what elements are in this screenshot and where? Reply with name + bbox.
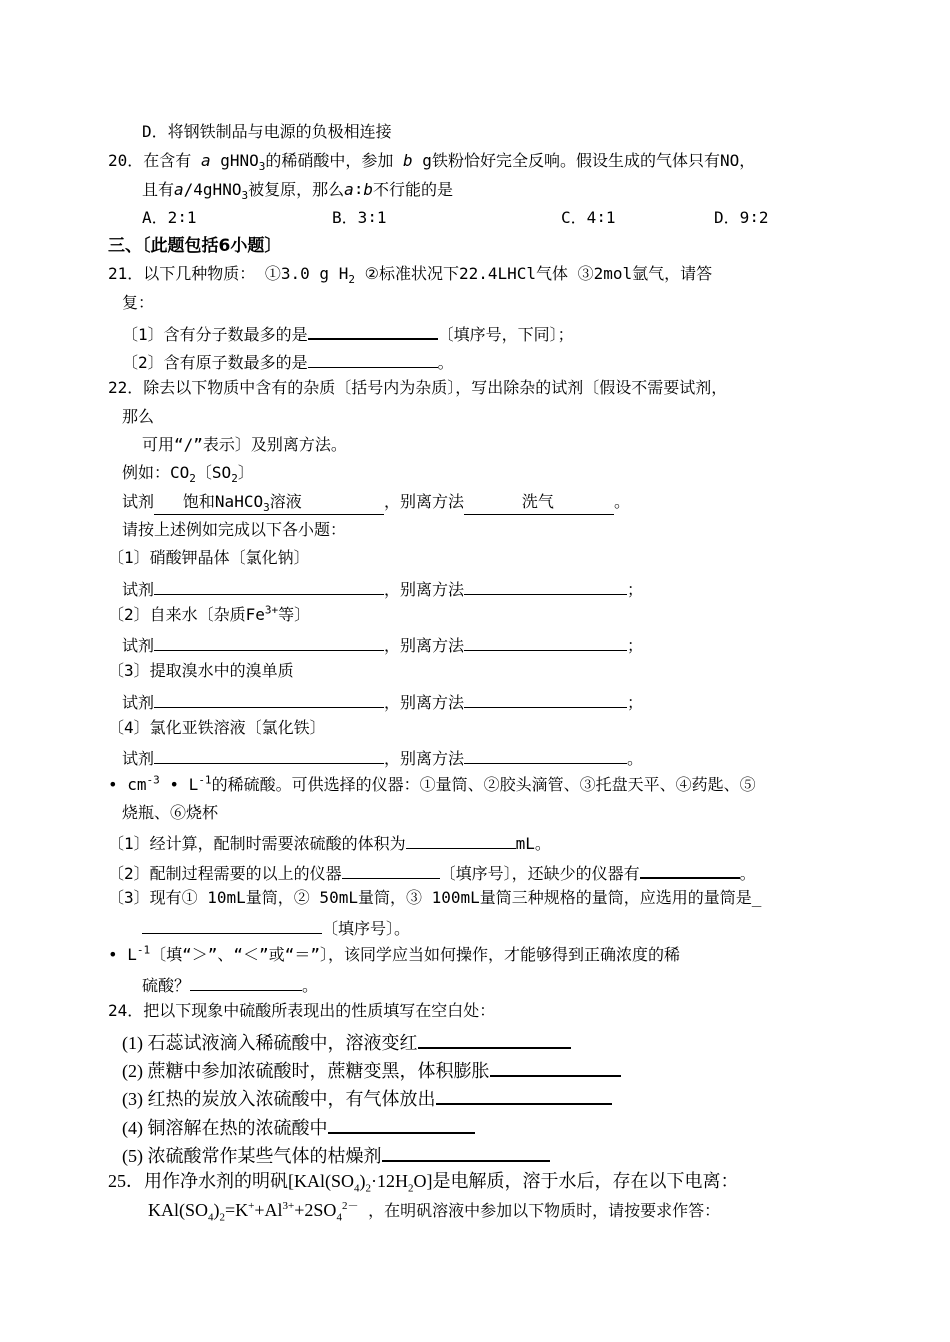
q20-text: 的稀硝酸中，参加 [265, 151, 394, 170]
q25-text: 25．用作净水剂的明矾[KAl(SO [108, 1171, 354, 1191]
q22-item-3-title: 〔3〕提取溴水中的溴单质 [108, 661, 294, 680]
q23-text: 〔1〕经计算，配制时需要浓硫酸的体积为 [108, 834, 406, 853]
q22-item-2-title [108, 604, 310, 626]
reagent-blank[interactable] [154, 745, 384, 764]
question-22-example-answer [122, 491, 630, 515]
question-21-part2 [122, 349, 454, 374]
question-22-line3: 可用“/”表示〕及别离方法。 [142, 435, 347, 454]
var-a: a [174, 180, 184, 199]
period: 。 [614, 492, 631, 511]
subscript: 3 [263, 501, 270, 515]
question-22-instruction: 请按上述例如完成以下各小题： [122, 520, 347, 539]
question-23-part1 [108, 830, 551, 855]
q21-text: 〔填序号，下同〕； [437, 325, 574, 344]
q23-text: 。 [302, 976, 319, 995]
var-a: a [344, 180, 354, 199]
q22-text: 〔SO [195, 463, 232, 482]
q23-text: 〔2〕配制过程需要的以上的仪器 [108, 864, 342, 883]
q21-text: 。 [437, 353, 454, 372]
q22-item-4-title: 〔4〕氯化亚铁溶液〔氯化铁〕 [108, 718, 326, 737]
answer-blank[interactable] [308, 349, 438, 368]
q21-text: 〔2〕含有原子数最多的是 [122, 353, 308, 372]
separation-label: ，别离方法 [384, 749, 465, 768]
subscript: 4 [208, 1211, 214, 1224]
property-blank[interactable] [436, 1085, 612, 1105]
question-23-part4 [108, 944, 680, 966]
reagent-blank[interactable] [154, 689, 384, 708]
subscript: 3 [258, 160, 266, 174]
q23-text: • L [159, 775, 199, 794]
subscript: 2 [365, 1182, 371, 1195]
reagent-blank[interactable] [154, 632, 384, 651]
q25-text: ) [213, 1200, 220, 1220]
superscript: 2－ [341, 1200, 359, 1212]
reagent-label: 试剂 [122, 580, 155, 599]
separation-label: ，别离方法 [384, 492, 465, 511]
q20-option-d: D．9∶2 [714, 208, 769, 227]
q23-text: 〔填序号〕，还缺少的仪器有 [439, 864, 640, 883]
q20-text: 且有 [142, 180, 175, 199]
example-separation [464, 491, 614, 515]
q24-item-5 [122, 1142, 550, 1167]
q20-number: 20． [108, 151, 144, 170]
q23-text: • cm [108, 775, 147, 794]
question-20-line1 [108, 150, 755, 172]
q25-text: ·12H [371, 1171, 408, 1191]
missing-instrument-blank[interactable] [640, 859, 740, 879]
q24-text: (1) 石蕊试液滴入稀硫酸中，溶液变红 [122, 1033, 418, 1053]
q25-text: =K [225, 1200, 249, 1220]
q23-text: 〔填序号〕。 [322, 919, 411, 938]
superscript: -1 [198, 773, 212, 787]
reagent-label: 试剂 [122, 749, 155, 768]
question-25-line2 [148, 1199, 720, 1222]
question-22-line1: 22．除去以下物质中含有的杂质〔括号内为杂质〕，写出除杂的试剂〔假设不需要试剂， [108, 378, 728, 397]
reagent-label: 试剂 [122, 636, 155, 655]
end-mark: ； [627, 636, 644, 655]
reagent-blank[interactable] [154, 576, 384, 595]
q21-text: ②标准状况下22.4LHCl气体 ③2mol氩气，请答 [354, 264, 713, 283]
superscript: 3+ [282, 1200, 295, 1212]
cylinder-blank[interactable] [142, 915, 322, 934]
q20-text: g铁粉恰好完全反响。假设生成的气体只有NO， [412, 151, 756, 170]
subscript: 2 [219, 1211, 226, 1224]
superscript: + [248, 1200, 255, 1212]
superscript: -3 [146, 773, 160, 787]
subscript: 4 [336, 1211, 342, 1224]
subscript: 4 [354, 1182, 360, 1195]
q24-text: (5) 浓硫酸常作某些气体的枯燥剂 [122, 1146, 382, 1166]
question-21-line2: 复： [122, 293, 155, 312]
q20-text: gHNO [210, 151, 259, 170]
q22-text: 〔2〕自来水〔杂质Fe [108, 605, 265, 624]
var-b: b [363, 180, 374, 199]
reagent-label: 试剂 [122, 693, 155, 712]
q24-item-4 [122, 1114, 475, 1139]
question-23-line2: 烧瓶、⑥烧杯 [122, 803, 219, 822]
q22-text: 饱和NaHCO [182, 492, 264, 511]
q23-text: mL。 [515, 834, 551, 853]
q23-text: 的稀硫酸。可供选择的仪器：①量筒、②胶头滴管、③托盘天平、④药匙、⑤ [211, 775, 756, 794]
question-23-line1 [108, 774, 756, 796]
section-3-heading: 三、〔此题包括6小题〕 [108, 236, 282, 256]
superscript: -1 [136, 943, 151, 957]
q25-text: ，在明矾溶液中参加以下物质时，请按要求作答： [358, 1201, 721, 1220]
q24-text: (3) 红热的炭放入浓硫酸中，有气体放出 [122, 1089, 436, 1109]
superscript: 3+ [264, 603, 279, 617]
separation-label: ，别离方法 [384, 636, 465, 655]
subscript: 2 [189, 472, 196, 486]
q25-text: O]是电解质，溶于水后，存在以下电离： [413, 1171, 739, 1191]
q25-text: +Al [254, 1200, 283, 1220]
q23-text: 。 [739, 864, 756, 883]
reagent-label: 试剂 [122, 492, 155, 511]
q20-text: 不行能的是 [373, 180, 454, 199]
separation-label: ，别离方法 [384, 580, 465, 599]
operation-blank[interactable] [190, 972, 302, 991]
question-23-part2 [108, 859, 756, 885]
separation-label: ，别离方法 [384, 693, 465, 712]
end-mark: ； [627, 693, 644, 712]
q21-text: 21．以下几种物质： ①3.0 g H [108, 264, 349, 283]
question-25-line1 [108, 1170, 739, 1195]
property-blank[interactable] [382, 1142, 550, 1162]
q20-option-c: C．4∶1 [561, 208, 616, 227]
property-blank[interactable] [490, 1057, 621, 1077]
q19-option-d: D．将钢铁制品与电源的负极相连接 [142, 122, 392, 141]
q23-text: 硫酸？ [142, 976, 191, 995]
question-22-example [122, 462, 254, 484]
q23-text: 〔填“＞”、“＜”或“＝”〕，该同学应当如何操作，才能够得到正确浓度的稀 [150, 945, 680, 964]
property-blank[interactable] [418, 1029, 571, 1049]
answer-blank[interactable] [308, 320, 438, 340]
question-24-line1: 24．把以下现象中硫酸所表现出的性质填写在空白处： [108, 1001, 496, 1020]
q22-item-2-answer [122, 632, 643, 657]
q21-text: 〔1〕含有分子数最多的是 [122, 325, 308, 344]
separation-blank[interactable] [464, 632, 627, 651]
question-21-part1 [122, 320, 574, 346]
q22-text: 例如：CO [122, 463, 190, 482]
q22-item-1-answer [122, 576, 643, 601]
q22-text: 〕 [237, 463, 254, 482]
q20-text: /4gHNO [183, 180, 242, 199]
q24-item-3 [122, 1085, 612, 1110]
question-23-part3-cont [142, 915, 410, 940]
property-blank[interactable] [328, 1114, 475, 1134]
subscript: 2 [348, 273, 355, 287]
q25-text: ) [359, 1171, 366, 1191]
q22-text: 洗气 [521, 492, 554, 511]
q22-text: 等〕 [278, 605, 311, 624]
end-mark: 。 [627, 749, 644, 768]
q20-text: 被复原，那么 [248, 180, 345, 199]
q24-item-1 [122, 1029, 571, 1054]
example-reagent [154, 491, 384, 515]
question-21-line1 [108, 263, 712, 285]
separation-blank[interactable] [464, 689, 627, 708]
q25-text: +2SO [294, 1200, 337, 1220]
separation-blank[interactable] [464, 576, 627, 595]
subscript: 2 [408, 1182, 414, 1195]
question-23-part4-cont [142, 972, 318, 997]
q22-text: 溶液 [269, 492, 302, 511]
q24-item-2 [122, 1057, 621, 1082]
var-a: a [200, 151, 211, 170]
q22-item-4-answer [122, 745, 643, 770]
end-mark: ； [627, 580, 644, 599]
question-22-line2: 那么 [122, 407, 155, 426]
separation-blank[interactable] [464, 745, 627, 764]
instrument-blank[interactable] [342, 860, 440, 879]
q24-text: (4) 铜溶解在热的浓硫酸中 [122, 1118, 328, 1138]
q24-text: (2) 蔗糖中参加浓硫酸时，蔗糖变黑，体积膨胀 [122, 1061, 490, 1081]
q22-item-1-title: 〔1〕硝酸钾晶体〔氯化钠〕 [108, 548, 310, 567]
q23-text: • L [108, 945, 137, 964]
subscript: 2 [231, 472, 238, 486]
question-23-part3: 〔3〕现有① 10mL量筒，② 50mL量筒，③ 100mL量筒三种规格的量筒，应选用的量筒是_ [108, 888, 762, 907]
q20-text: 在含有 [143, 151, 192, 170]
q20-option-b: B．3∶1 [332, 208, 387, 227]
volume-blank[interactable] [406, 830, 516, 849]
ratio-sign: ∶ [353, 180, 364, 199]
subscript: 3 [241, 189, 249, 203]
q22-item-3-answer [122, 689, 643, 714]
q20-option-a: A．2∶1 [142, 208, 197, 227]
question-20-line2 [142, 179, 453, 201]
q25-text: KAl(SO [148, 1200, 209, 1220]
var-b: b [403, 151, 413, 170]
